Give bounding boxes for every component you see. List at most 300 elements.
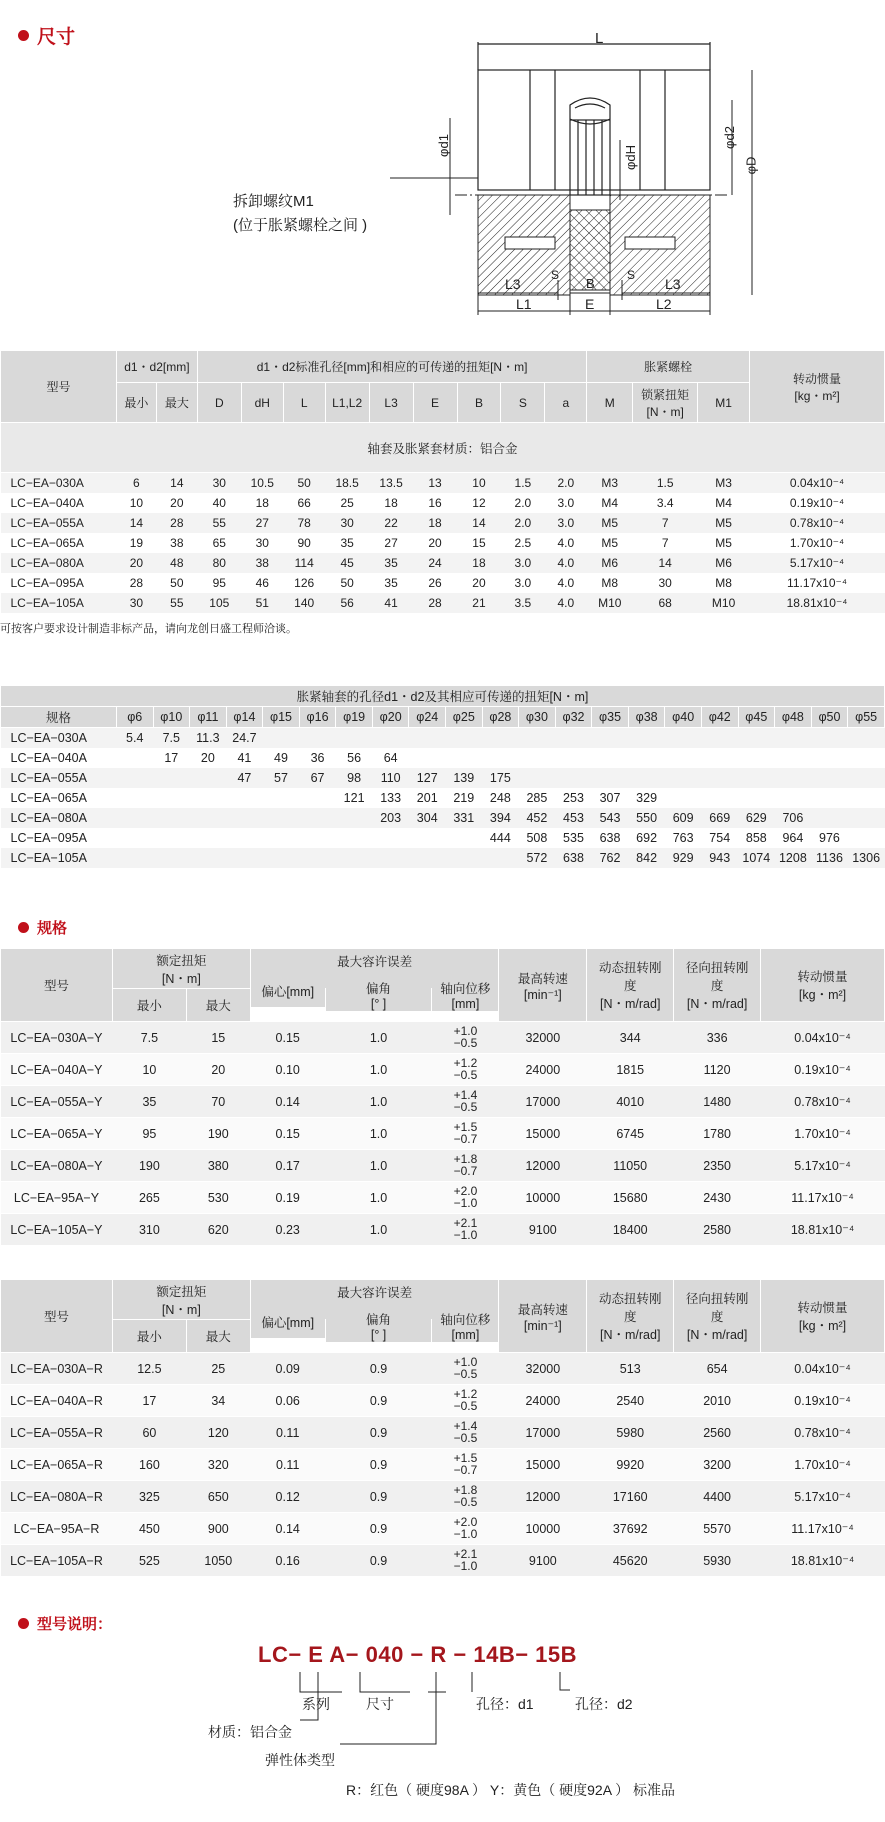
table-cell — [116, 808, 153, 828]
col-spec: 规格 — [1, 707, 117, 728]
axial-minus: −0.5 — [453, 1495, 478, 1509]
table-row — [1, 728, 885, 749]
table-cell: 5.17x10⁻⁴ — [761, 1150, 885, 1182]
axial-minus: −0.7 — [453, 1132, 478, 1146]
table-cell — [592, 748, 629, 768]
table-cell: 120 — [186, 1417, 250, 1449]
table-cell: 121 — [336, 788, 373, 808]
table-cell: 444 — [482, 828, 519, 848]
table-cell: 1780 — [674, 1118, 761, 1150]
table-cell — [519, 728, 556, 749]
table-cell: 452 — [519, 808, 556, 828]
table-cell — [432, 1449, 499, 1481]
table-cell — [811, 788, 848, 808]
table-cell: 1136 — [811, 848, 848, 868]
table-row — [1, 553, 885, 573]
col-bore: φ42 — [701, 707, 738, 728]
table-cell — [263, 808, 300, 828]
table-cell: 30 — [116, 593, 156, 613]
table-cell: 629 — [738, 808, 775, 828]
axial-minus: −1.0 — [453, 1196, 478, 1210]
table-row — [1, 1022, 885, 1054]
table-cell: 9100 — [499, 1214, 587, 1246]
table-cell: 30 — [633, 573, 698, 593]
table-cell: LC−EA−105A−Y — [1, 1214, 113, 1246]
table-cell: 55 — [156, 593, 197, 613]
table-cell: 6 — [116, 473, 156, 494]
table-row — [1, 513, 885, 533]
section-title: 尺寸 — [37, 27, 76, 48]
dim-L1: L1 — [516, 296, 532, 312]
table-cell — [432, 1022, 499, 1054]
table-cell: 530 — [186, 1182, 250, 1214]
table-cell: 964 — [775, 828, 812, 848]
col-bore: φ28 — [482, 707, 519, 728]
table-cell — [190, 848, 227, 868]
col-dyn: 动态扭转刚 度 [N・m/rad] — [587, 949, 674, 1022]
col-bore: φ25 — [446, 707, 483, 728]
table-cell: 11.17x10⁻⁴ — [750, 573, 885, 593]
table-row — [1, 473, 885, 494]
table-cell: 98 — [336, 768, 373, 788]
table-cell: 1.0 — [325, 1086, 432, 1118]
table-cell — [848, 788, 885, 808]
spec-table-r — [0, 1279, 885, 1577]
table-cell: 12 — [457, 493, 501, 513]
sub-dH: dH — [241, 383, 283, 423]
table-cell: 0.04x10⁻⁴ — [761, 1353, 885, 1385]
table-cell: 2430 — [674, 1182, 761, 1214]
table-cell: 2010 — [674, 1385, 761, 1417]
sub-S: S — [501, 383, 545, 423]
table-cell: 307 — [592, 788, 629, 808]
col-bore: φ10 — [153, 707, 190, 728]
table-cell: 11050 — [587, 1150, 674, 1182]
axial-plus: +1.2 — [453, 1056, 478, 1070]
table-cell: 17160 — [587, 1481, 674, 1513]
table-cell: 0.78x10⁻⁴ — [750, 513, 885, 533]
table-cell: LC−EA−030A−Y — [1, 1022, 113, 1054]
table-cell: 669 — [701, 808, 738, 828]
table-cell: 10.5 — [241, 473, 283, 494]
label-size: 尺寸 — [366, 1696, 394, 1712]
table-cell: 20 — [457, 573, 501, 593]
table-cell: 1.0 — [325, 1054, 432, 1086]
col-bore: φ40 — [665, 707, 702, 728]
table-cell — [665, 768, 702, 788]
table-cell: 5.17x10⁻⁴ — [750, 553, 885, 573]
table-cell — [409, 848, 446, 868]
table-cell — [701, 748, 738, 768]
col-bore: φ38 — [628, 707, 665, 728]
table-cell — [226, 848, 263, 868]
table-cell: 310 — [112, 1214, 186, 1246]
table-cell: 26 — [413, 573, 457, 593]
table-cell: 38 — [241, 553, 283, 573]
sub-D: D — [197, 383, 241, 423]
col-max: 最大 — [186, 989, 250, 1022]
table-row — [1, 1513, 885, 1545]
table-cell — [116, 748, 153, 768]
axial-plus: +1.4 — [453, 1088, 478, 1102]
dim-d2: φd2 — [721, 126, 737, 149]
col-model: 型号 — [1, 949, 113, 1022]
col-axial: 轴向位移 [mm] — [432, 979, 499, 1012]
table-cell — [116, 788, 153, 808]
table-cell — [446, 848, 483, 868]
col-angle: 偏角 [° ] — [325, 979, 432, 1012]
table-cell: 55 — [197, 513, 241, 533]
table-cell: LC−EA−030A — [1, 728, 117, 749]
axial-minus: −0.5 — [453, 1068, 478, 1082]
sub-min: 最小 — [116, 383, 156, 423]
table-cell: M6 — [587, 553, 633, 573]
table-cell: 706 — [775, 808, 812, 828]
table-cell: 10000 — [499, 1182, 587, 1214]
dim-S-right: S — [627, 268, 636, 282]
axial-plus: +2.0 — [453, 1184, 478, 1198]
material-row: 轴套及胀紧套材质：铝合金 — [1, 423, 885, 473]
table-cell: 2.0 — [501, 493, 545, 513]
table-row — [1, 1118, 885, 1150]
table-cell: 133 — [372, 788, 409, 808]
table-cell: 27 — [369, 533, 413, 553]
table-cell: 4.0 — [545, 593, 587, 613]
table-row — [1, 808, 885, 828]
table-cell: LC−EA−065A — [1, 788, 117, 808]
table-cell: 0.09 — [250, 1353, 325, 1385]
table-cell: 253 — [555, 788, 592, 808]
table-cell: 28 — [413, 593, 457, 613]
table-cell: 0.19x10⁻⁴ — [761, 1385, 885, 1417]
table-cell: 858 — [738, 828, 775, 848]
axial-minus: −0.5 — [453, 1399, 478, 1413]
dim-L3-right: L3 — [665, 276, 681, 292]
table-cell: LC−EA−105A — [1, 848, 117, 868]
col-bore: φ45 — [738, 707, 775, 728]
table-cell: 394 — [482, 808, 519, 828]
table-cell: 2.0 — [501, 513, 545, 533]
table-cell — [432, 1118, 499, 1150]
dimension-table — [0, 350, 885, 613]
table-cell: 139 — [446, 768, 483, 788]
table-cell: 1120 — [674, 1054, 761, 1086]
table-cell: 842 — [628, 848, 665, 868]
table-cell — [432, 1385, 499, 1417]
section-title: 规格 — [37, 920, 68, 937]
table-cell: 508 — [519, 828, 556, 848]
bullet-icon — [18, 922, 29, 933]
model-code: LC− E A− 040 − R − 14B− 15B — [258, 1642, 578, 1667]
table-cell: 41 — [369, 593, 413, 613]
table-cell: 28 — [156, 513, 197, 533]
table-cell — [432, 1545, 499, 1577]
sub-L1L2: L1,L2 — [325, 383, 369, 423]
table-cell — [446, 828, 483, 848]
sub-a: a — [545, 383, 587, 423]
sub-M: M — [587, 383, 633, 423]
table-cell: 1.0 — [325, 1150, 432, 1182]
table-cell — [555, 728, 592, 749]
table-cell: 1480 — [674, 1086, 761, 1118]
col-bore: φ6 — [116, 707, 153, 728]
table-cell: 51 — [241, 593, 283, 613]
table-cell — [190, 768, 227, 788]
table-cell: 692 — [628, 828, 665, 848]
table-cell — [432, 1182, 499, 1214]
col-min: 最小 — [112, 989, 186, 1022]
axial-plus: +1.5 — [453, 1451, 478, 1465]
table-cell: 900 — [186, 1513, 250, 1545]
table-cell: LC−EA−030A — [1, 473, 117, 494]
table-cell: 13.5 — [369, 473, 413, 494]
table-cell: 18.81x10⁻⁴ — [761, 1214, 885, 1246]
table-cell: 14 — [116, 513, 156, 533]
table-cell — [190, 828, 227, 848]
table-cell: 175 — [482, 768, 519, 788]
table-cell: 0.9 — [325, 1417, 432, 1449]
table-cell: 2540 — [587, 1385, 674, 1417]
table-cell — [336, 728, 373, 749]
axial-plus: +1.8 — [453, 1152, 478, 1166]
table-cell: 0.9 — [325, 1385, 432, 1417]
table-cell — [336, 848, 373, 868]
table-cell: 24000 — [499, 1054, 587, 1086]
table-cell: 9100 — [499, 1545, 587, 1577]
table-cell — [432, 1513, 499, 1545]
table-row — [1, 1086, 885, 1118]
table-cell: 0.19x10⁻⁴ — [761, 1054, 885, 1086]
table-cell — [775, 788, 812, 808]
table-cell: M5 — [698, 513, 750, 533]
section-specs-header — [18, 917, 67, 938]
sub-lock: 锁紧扭矩 [N・m] — [633, 383, 698, 423]
table-cell: 10 — [116, 493, 156, 513]
label-m1: 拆卸螺纹M1 — [233, 193, 314, 210]
table-cell: LC−EA−080A−Y — [1, 1150, 113, 1182]
sub-L: L — [283, 383, 325, 423]
dim-d1: φd1 — [435, 134, 451, 157]
table-cell — [482, 748, 519, 768]
table-cell: 219 — [446, 788, 483, 808]
table-cell — [482, 728, 519, 749]
table-cell: 32000 — [499, 1353, 587, 1385]
table-cell: 201 — [409, 788, 446, 808]
table-cell — [555, 768, 592, 788]
table-cell — [848, 828, 885, 848]
table-cell — [153, 828, 190, 848]
table-cell — [299, 728, 336, 749]
table-cell: 4.0 — [545, 553, 587, 573]
table-row — [1, 1054, 885, 1086]
axial-plus: +2.0 — [453, 1515, 478, 1529]
table-row — [1, 1182, 885, 1214]
table-cell — [226, 828, 263, 848]
table-cell — [775, 768, 812, 788]
table-cell: M10 — [698, 593, 750, 613]
table-cell: 1815 — [587, 1054, 674, 1086]
col-model: 型号 — [1, 351, 117, 423]
table-cell: 190 — [112, 1150, 186, 1182]
table-cell: 190 — [186, 1118, 250, 1150]
section-title: 型号说明： — [37, 1616, 113, 1633]
col-bore: φ14 — [226, 707, 263, 728]
table-cell — [299, 808, 336, 828]
dim-L: L — [595, 30, 604, 47]
table-cell: 3.4 — [633, 493, 698, 513]
table-cell: 1208 — [775, 848, 812, 868]
table-cell: 1074 — [738, 848, 775, 868]
table-cell: 41 — [226, 748, 263, 768]
table-row — [1, 848, 885, 868]
table-cell: 0.04x10⁻⁴ — [750, 473, 885, 494]
table-row — [1, 573, 885, 593]
table-cell — [299, 788, 336, 808]
col-model: 型号 — [1, 1280, 113, 1353]
table-cell — [409, 728, 446, 749]
table-cell: 11.3 — [190, 728, 227, 749]
table-cell: M5 — [587, 513, 633, 533]
table-cell: 609 — [665, 808, 702, 828]
table-cell: 17 — [153, 748, 190, 768]
dim-B: B — [586, 276, 595, 291]
table-cell: 65 — [197, 533, 241, 553]
table-cell: 1.5 — [633, 473, 698, 494]
axial-minus: −0.5 — [453, 1036, 478, 1050]
table-cell: LC−EA−055A−Y — [1, 1086, 113, 1118]
table-cell: 0.78x10⁻⁴ — [761, 1086, 885, 1118]
table-cell: LC−EA−040A−Y — [1, 1054, 113, 1086]
table-row — [1, 1150, 885, 1182]
table-cell: 0.15 — [250, 1118, 325, 1150]
table-cell: M10 — [587, 593, 633, 613]
table-cell — [555, 748, 592, 768]
table-cell: 50 — [156, 573, 197, 593]
table-cell: 15 — [186, 1022, 250, 1054]
col-bolt: 胀紧螺栓 — [587, 351, 750, 383]
sub-max: 最大 — [156, 383, 197, 423]
axial-minus: −0.7 — [453, 1463, 478, 1477]
table-cell: LC−EA−055A — [1, 768, 117, 788]
col-bore: φ30 — [519, 707, 556, 728]
spec-table-y — [0, 948, 885, 1246]
table-cell: 10 — [112, 1054, 186, 1086]
col-max: 最大 — [186, 1320, 250, 1353]
table-cell: 18.81x10⁻⁴ — [750, 593, 885, 613]
table-cell: 203 — [372, 808, 409, 828]
col-inertia: 转动惯量 [kg・m²] — [761, 949, 885, 1022]
table-cell: 32000 — [499, 1022, 587, 1054]
col-bore: φ20 — [372, 707, 409, 728]
col-bore: φ55 — [848, 707, 885, 728]
table-cell — [848, 748, 885, 768]
table-cell: 20 — [190, 748, 227, 768]
table-cell — [190, 808, 227, 828]
table-row — [1, 1353, 885, 1385]
col-bore: φ32 — [555, 707, 592, 728]
table-cell — [738, 788, 775, 808]
table-cell: 0.19 — [250, 1182, 325, 1214]
table-cell: 620 — [186, 1214, 250, 1246]
table-cell: 22 — [369, 513, 413, 533]
table-cell: M4 — [587, 493, 633, 513]
table-cell — [446, 748, 483, 768]
table-cell: 0.23 — [250, 1214, 325, 1246]
table-cell — [409, 748, 446, 768]
table-cell: 929 — [665, 848, 702, 868]
table-cell — [372, 848, 409, 868]
table-cell: 35 — [325, 533, 369, 553]
table-cell: 40 — [197, 493, 241, 513]
axial-plus: +1.0 — [453, 1024, 478, 1038]
table-cell: 3.0 — [501, 553, 545, 573]
table-cell — [153, 788, 190, 808]
table-row — [1, 1449, 885, 1481]
table-cell — [336, 828, 373, 848]
table-cell: 25 — [325, 493, 369, 513]
col-axial: 轴向位移 [mm] — [432, 1310, 499, 1343]
table-cell: 1.0 — [325, 1214, 432, 1246]
col-speed: 最高转速 [min⁻¹] — [499, 1280, 587, 1353]
table-cell: 7 — [633, 513, 698, 533]
table-row — [1, 1417, 885, 1449]
table-cell: 27 — [241, 513, 283, 533]
table-cell: 5.4 — [116, 728, 153, 749]
table-cell: 80 — [197, 553, 241, 573]
table-cell: 7.5 — [112, 1022, 186, 1054]
table-cell — [701, 788, 738, 808]
table-row — [1, 593, 885, 613]
bullet-icon — [18, 1618, 29, 1629]
table-cell: 0.9 — [325, 1353, 432, 1385]
table-cell: 11.17x10⁻⁴ — [761, 1513, 885, 1545]
table-cell — [263, 788, 300, 808]
table-cell: 572 — [519, 848, 556, 868]
table-cell: LC−EA−095A — [1, 828, 117, 848]
table-cell: 24 — [413, 553, 457, 573]
table-cell: LC−EA−105A — [1, 593, 117, 613]
table-cell: 30 — [241, 533, 283, 553]
table-cell: 525 — [112, 1545, 186, 1577]
table-cell: 9920 — [587, 1449, 674, 1481]
axial-minus: −0.5 — [453, 1100, 478, 1114]
col-bore: φ11 — [190, 707, 227, 728]
dim-L3-left: L3 — [505, 276, 521, 292]
table-cell: 0.9 — [325, 1449, 432, 1481]
table-cell: 1.70x10⁻⁴ — [761, 1118, 885, 1150]
table-cell: 2.5 — [501, 533, 545, 553]
table-cell: LC−EA−065A−R — [1, 1449, 113, 1481]
table-row — [1, 533, 885, 553]
table-cell: 976 — [811, 828, 848, 848]
table-cell: 114 — [283, 553, 325, 573]
table-cell: 6745 — [587, 1118, 674, 1150]
table-cell: 1.70x10⁻⁴ — [761, 1449, 885, 1481]
table-cell: 18 — [241, 493, 283, 513]
col-dyn: 动态扭转刚 度 [N・m/rad] — [587, 1280, 674, 1353]
table-cell — [848, 728, 885, 749]
table-cell: 15000 — [499, 1118, 587, 1150]
label-color-note: R：红色（ 硬度98A ） Y：黄色（ 硬度92A ） 标准品 — [346, 1782, 676, 1798]
bore-torque-table — [0, 685, 885, 868]
table-cell: 105 — [197, 593, 241, 613]
table-cell — [482, 848, 519, 868]
table-cell: 754 — [701, 828, 738, 848]
table-cell: LC−EA−080A−R — [1, 1481, 113, 1513]
dim-dH: φdH — [623, 144, 639, 171]
axial-plus: +2.1 — [453, 1547, 478, 1561]
table-cell: 2580 — [674, 1214, 761, 1246]
